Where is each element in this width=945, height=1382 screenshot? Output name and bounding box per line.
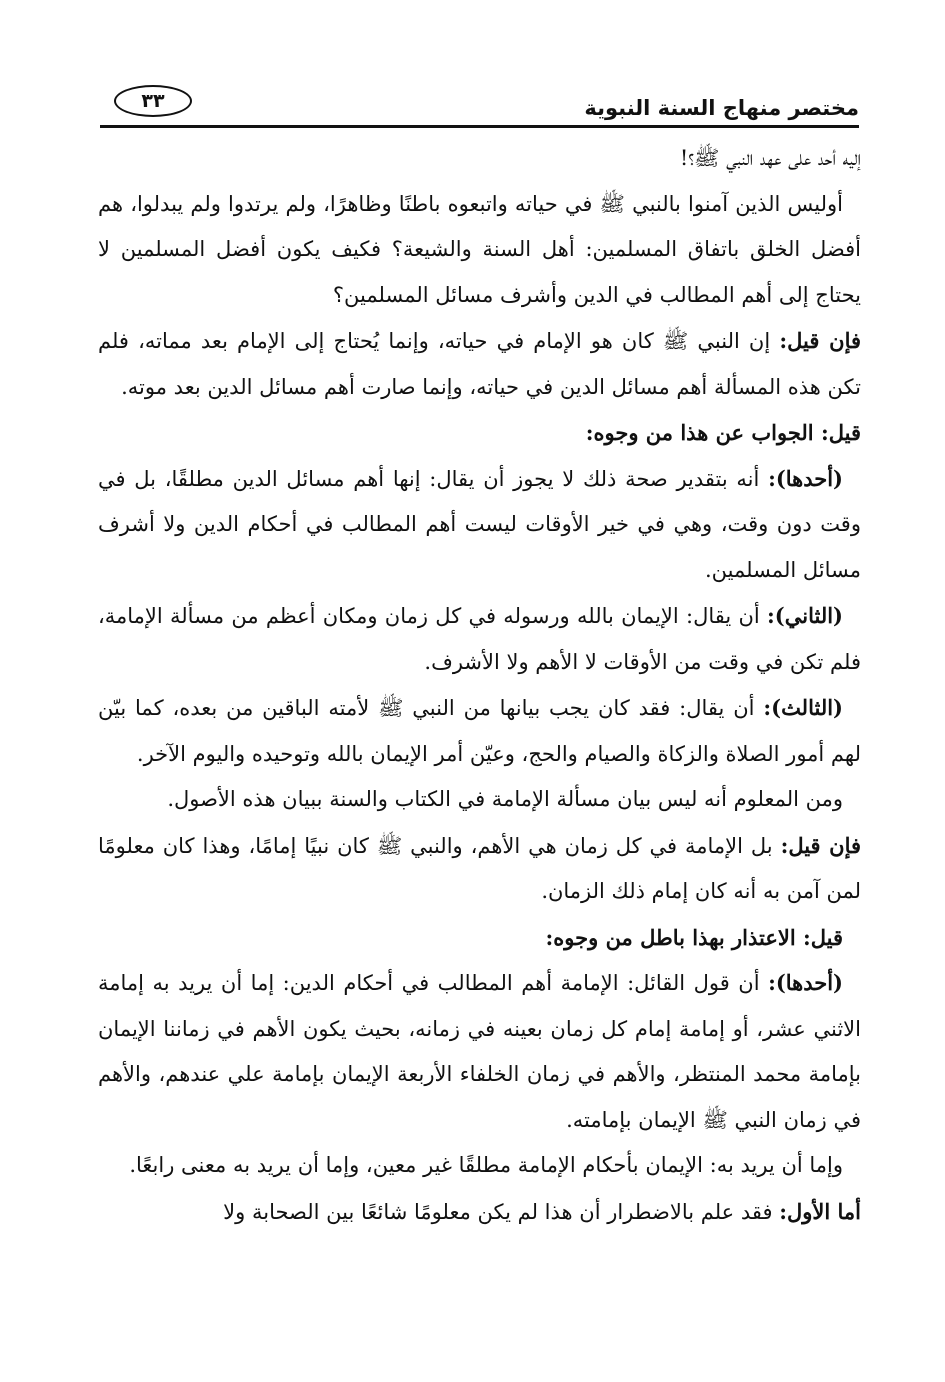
paragraph-lead: (أحدها):	[768, 465, 843, 491]
paragraph	[98, 1189, 861, 1236]
page-number: ٣٣	[114, 85, 192, 117]
paragraph-text: وإما أن يريد به: الإيمان بأحكام الإمامة مطلقًا غير معين، وإما أن يريد به معنى رابعًا.	[129, 1153, 843, 1177]
book-title: مختصر منهاج السنة النبوية	[584, 96, 859, 120]
paragraph	[98, 136, 861, 182]
paragraph-text: أن يقال: فقد كان يجب بيانها من النبي ﷺ لأمته الباقين من بعده، كما بيّن لهم أمور الصلاة والزكاة والصيام والحج، وعيّن أمر الإيمان بالله وتوحيده واليوم الآخر.	[98, 696, 861, 766]
section-heading	[98, 915, 861, 961]
paragraph-lead: أما الأول:	[779, 1198, 861, 1224]
paragraph-lead: فإن قيل:	[779, 328, 862, 353]
paragraph-text: بل الإمامة في كل زمان هي الأهم، والنبي ﷺ كان نبيًا إمامًا، وهذا كان معلومًا لمن آمن به أنه كان إمام ذلك الزمان.	[98, 833, 861, 903]
paragraph-text: أوليس الذين آمنوا بالنبي ﷺ في حياته واتبعوه باطنًا وظاهرًا، ولم يرتدوا ولم يبدلوا، هم أفضل الخلق باتفاق المسلمين: أهل السنة والشيعة؟ فكيف يكون أفضل المسلمين لا يحتاج إلى أهم المطالب في الدين وأشرف مسائل المسلمين؟	[98, 191, 861, 307]
paragraph	[98, 1143, 861, 1189]
section-heading	[98, 410, 861, 456]
paragraph-lead: (الثالث):	[763, 695, 843, 720]
body-text	[98, 136, 861, 1235]
paragraph	[98, 318, 861, 410]
paragraph-text: فقد علم بالاضطرار أن هذا لم يكن معلومًا شائعًا بين الصحابة ولا	[223, 1199, 780, 1224]
paragraph-lead: فإن قيل:	[780, 832, 862, 858]
paragraph	[98, 456, 861, 594]
page-header	[100, 82, 859, 128]
paragraph	[98, 777, 861, 823]
paragraph-lead: قيل: الجواب عن هذا من وجوه:	[585, 420, 861, 445]
paragraph-text: ومن المعلوم أنه ليس بيان مسألة الإمامة في الكتاب والسنة ببيان هذه الأصول.	[167, 787, 843, 811]
paragraph	[98, 685, 861, 777]
paragraph	[98, 593, 861, 685]
paragraph	[98, 960, 861, 1143]
paragraph-text: إليه أحد على عهد النبي ﷺ؟!	[679, 146, 861, 170]
paragraph-text: أن يقال: الإيمان بالله ورسوله في كل زمان ومكان أعظم من مسألة الإمامة، فلم تكن في وقت من الأوقات لا الأهم ولا الأشرف.	[98, 604, 861, 674]
paragraph	[98, 823, 861, 915]
paragraph-lead: (الثاني):	[767, 603, 843, 628]
paragraph	[98, 182, 861, 319]
paragraph-lead: (أحدها):	[768, 970, 843, 995]
paragraph-text: أنه بتقدير صحة ذلك لا يجوز أن يقال: إنها أهم مسائل الدين مطلقًا، بل في وقت دون وقت، وهي في خير الأوقات ليست أهم المطالب في أحكام الدين ولا أشرف مسائل المسلمين.	[98, 466, 861, 582]
paragraph-text: إن النبي ﷺ كان هو الإمام في حياته، وإنما يُحتاج إلى الإمام بعد مماته، فلم تكن هذه المسألة أهم مسائل الدين في حياته، وإنما صارت أهم مسائل الدين بعد موته.	[98, 329, 861, 399]
paragraph-lead: قيل: الاعتذار بهذا باطل من وجوه:	[545, 924, 843, 950]
paragraph-text: أن قول القائل: الإمامة أهم المطالب في أحكام الدين: إما أن يريد به إمامة الاثني عشر، أو إمامة إمام كل زمان بعينه في زمانه، بحيث يكون الأهم في زماننا الإيمان بإمامة محمد المنتظر، والأهم في زمان الخلفاء الأربعة الإيمان بإمامة علي عندهم، والأهم في زمان النبي ﷺ الإيمان بإمامته.	[98, 971, 861, 1132]
